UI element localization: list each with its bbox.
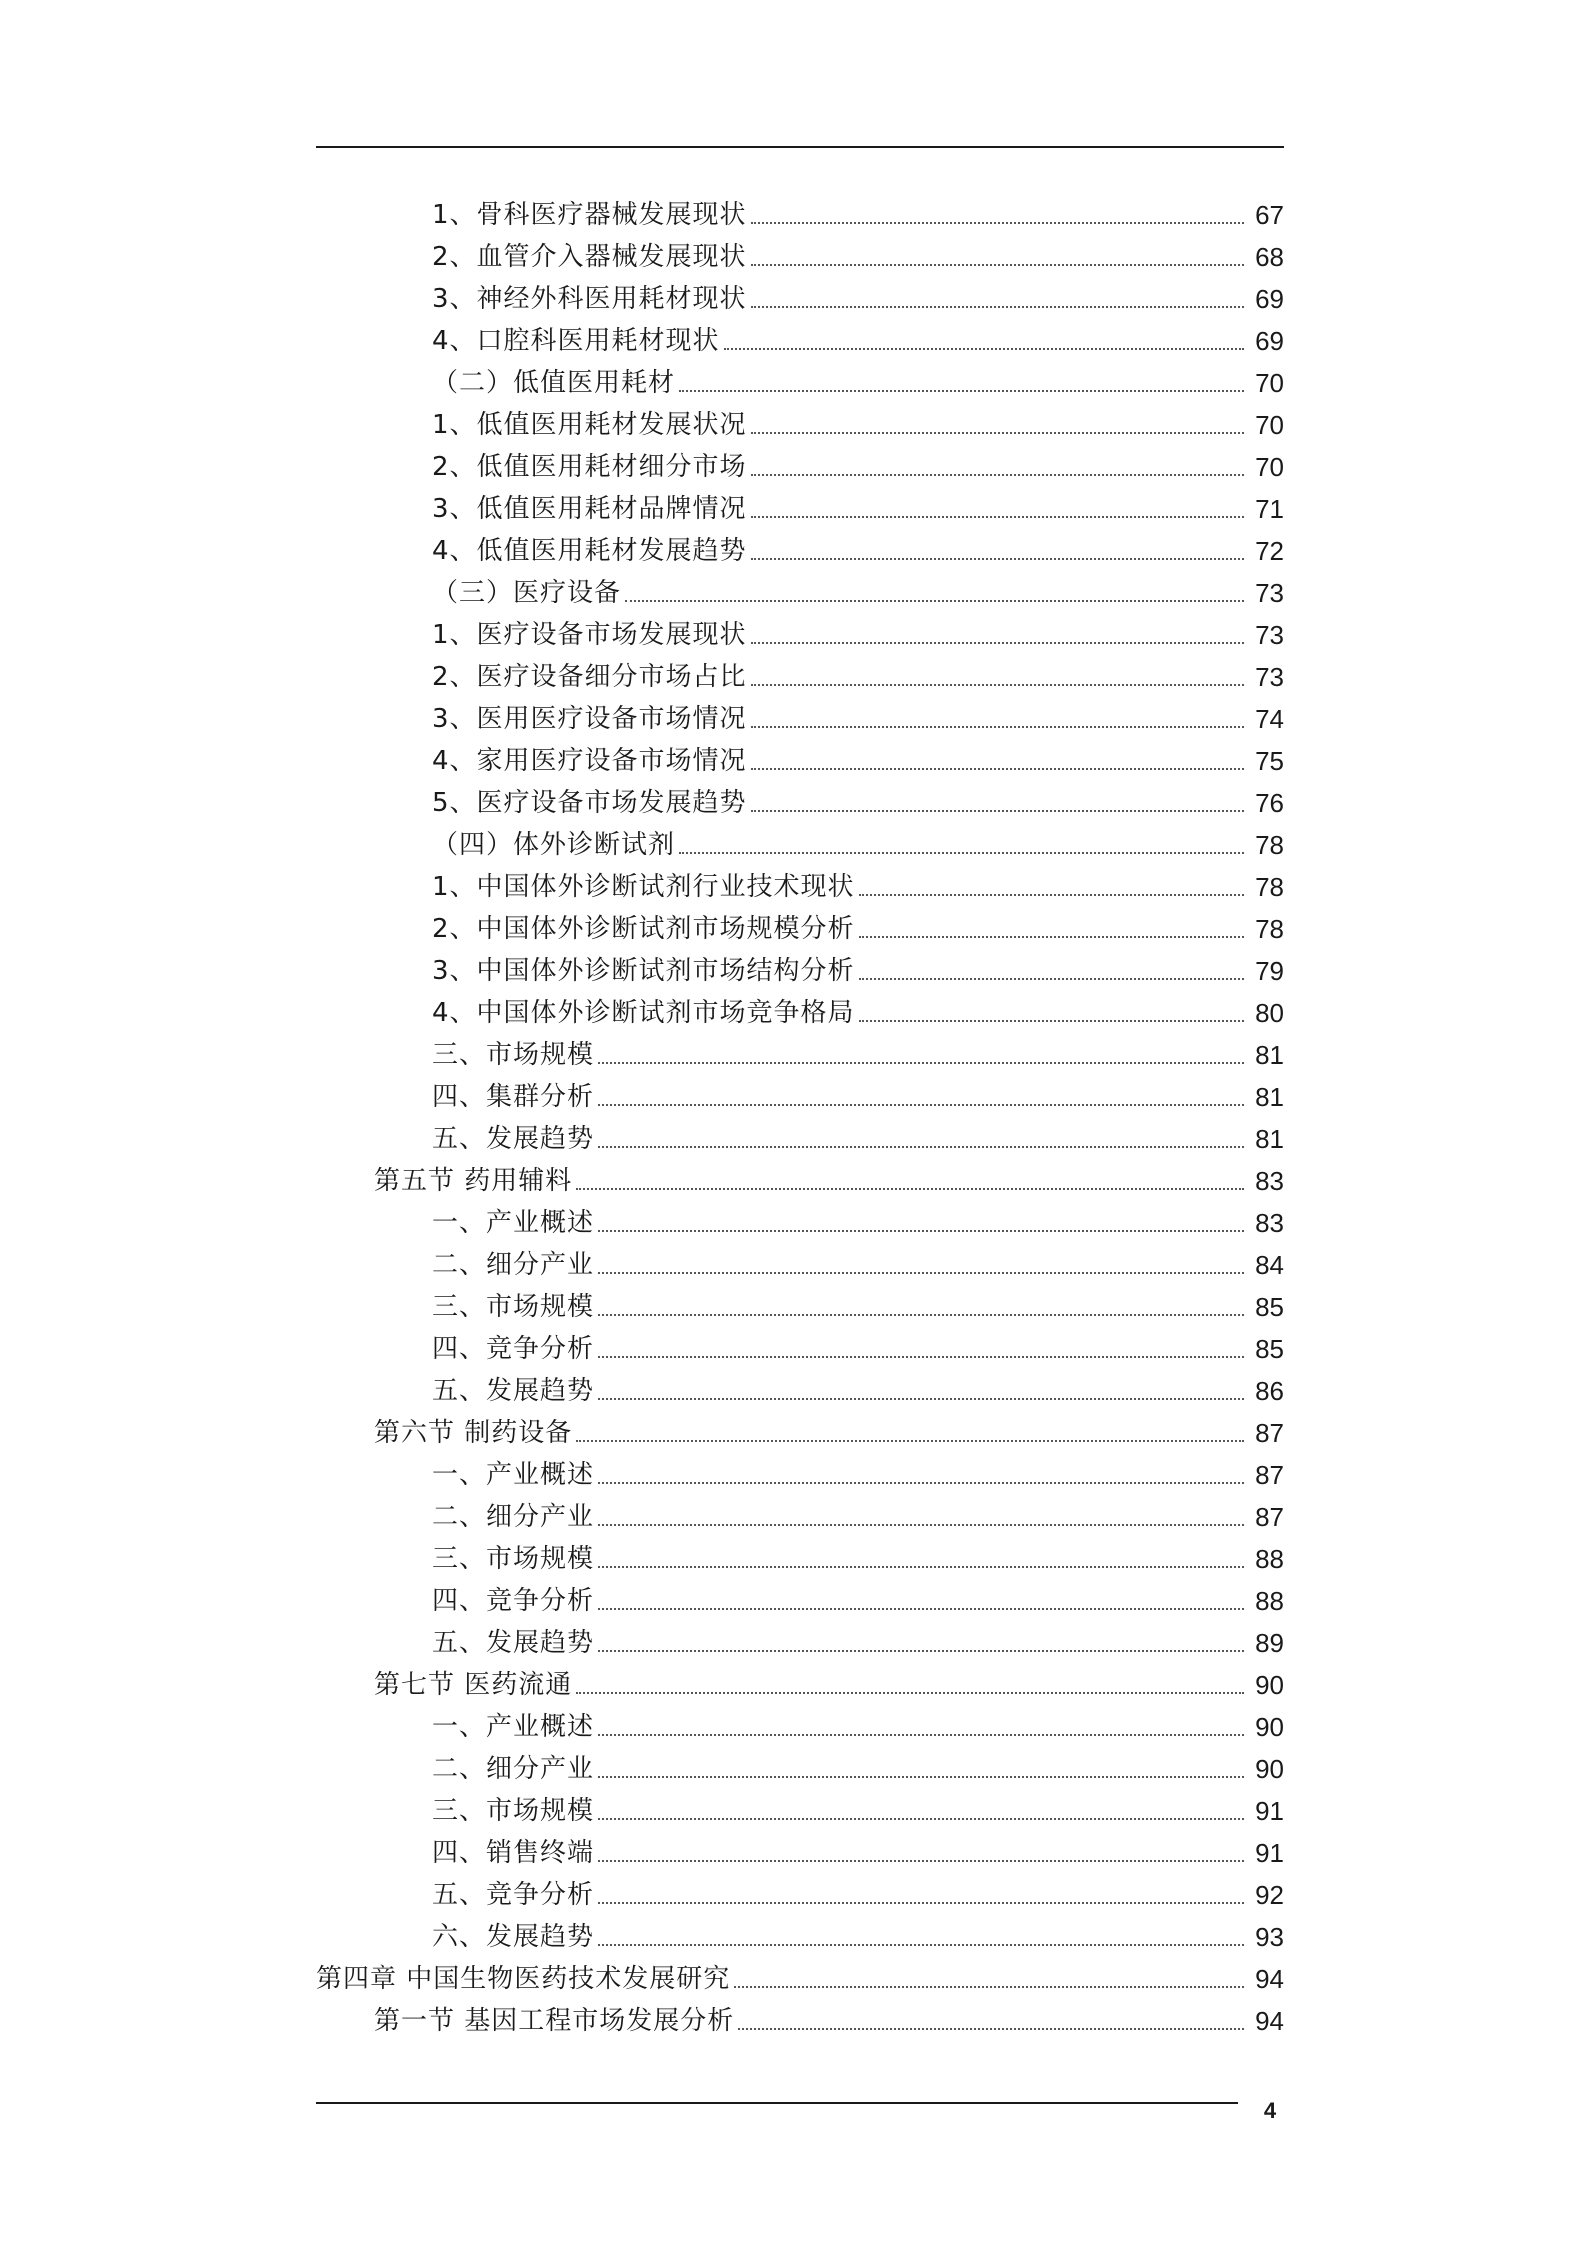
toc-dot-leader	[751, 684, 1244, 686]
toc-dot-leader	[751, 642, 1244, 644]
toc-dot-leader	[598, 1272, 1244, 1274]
toc-entry-page: 91	[1255, 1796, 1284, 1826]
toc-entry-page: 85	[1255, 1334, 1284, 1364]
toc-entry-page: 79	[1255, 956, 1284, 986]
toc-dot-leader	[751, 726, 1244, 728]
toc-entry-page: 78	[1255, 914, 1284, 944]
toc-dot-leader	[751, 768, 1244, 770]
toc-entry[interactable]	[316, 866, 1284, 908]
toc-dot-leader	[598, 1608, 1244, 1610]
toc-entry-label: 五、发展趋势	[432, 1628, 595, 1658]
toc-entry[interactable]	[316, 782, 1284, 824]
toc-entry[interactable]	[316, 656, 1284, 698]
toc-entry[interactable]	[316, 404, 1284, 446]
toc-dot-leader	[679, 390, 1244, 392]
toc-dot-leader	[724, 348, 1244, 350]
toc-entry-page: 87	[1255, 1460, 1284, 1490]
toc-entry-page: 73	[1255, 620, 1284, 650]
toc-entry[interactable]	[316, 1286, 1284, 1328]
toc-entry-label: 3、神经外科医用耗材现状	[432, 284, 747, 314]
toc-entry-page: 69	[1255, 326, 1284, 356]
toc-entry[interactable]	[316, 1370, 1284, 1412]
toc-entry-page: 81	[1255, 1124, 1284, 1154]
toc-entry-label: 四、竞争分析	[432, 1586, 595, 1616]
toc-dot-leader	[859, 936, 1244, 938]
toc-dot-leader	[598, 1146, 1244, 1148]
toc-entry-label: 第六节 制药设备	[374, 1418, 573, 1448]
toc-entry-page: 69	[1255, 284, 1284, 314]
toc-entry[interactable]	[316, 1916, 1284, 1958]
toc-entry-page: 90	[1255, 1712, 1284, 1742]
toc-entry-page: 91	[1255, 1838, 1284, 1868]
table-of-contents	[316, 194, 1284, 2042]
toc-entry-label: 二、细分产业	[432, 1502, 595, 1532]
toc-entry[interactable]	[316, 908, 1284, 950]
toc-entry[interactable]	[316, 1622, 1284, 1664]
toc-entry-page: 87	[1255, 1418, 1284, 1448]
toc-entry-page: 67	[1255, 200, 1284, 230]
toc-dot-leader	[679, 852, 1244, 854]
toc-entry-label: 四、集群分析	[432, 1082, 595, 1112]
toc-entry-page: 70	[1255, 368, 1284, 398]
toc-entry-page: 73	[1255, 662, 1284, 692]
toc-entry[interactable]	[316, 1706, 1284, 1748]
toc-entry-label: 三、市场规模	[432, 1292, 595, 1322]
toc-entry-page: 94	[1255, 1964, 1284, 1994]
toc-entry-page: 75	[1255, 746, 1284, 776]
toc-dot-leader	[751, 264, 1244, 266]
header-rule	[316, 146, 1284, 148]
toc-entry[interactable]	[316, 278, 1284, 320]
toc-entry-page: 83	[1255, 1166, 1284, 1196]
page-number: 4	[1263, 2098, 1277, 2123]
toc-entry-label: （四）体外诊断试剂	[432, 830, 676, 860]
toc-dot-leader	[859, 978, 1244, 980]
toc-entry-label: 四、销售终端	[432, 1838, 595, 1868]
toc-entry-label: 4、中国体外诊断试剂市场竞争格局	[432, 998, 855, 1028]
toc-entry-label: 五、发展趋势	[432, 1376, 595, 1406]
toc-entry-page: 85	[1255, 1292, 1284, 1322]
toc-entry[interactable]	[316, 1160, 1284, 1202]
toc-entry[interactable]	[316, 320, 1284, 362]
toc-entry[interactable]	[316, 194, 1284, 236]
toc-dot-leader	[598, 1104, 1244, 1106]
toc-entry-label: 1、中国体外诊断试剂行业技术现状	[432, 872, 855, 902]
toc-dot-leader	[598, 1860, 1244, 1862]
toc-entry-label: （二）低值医用耗材	[432, 368, 676, 398]
toc-dot-leader	[598, 1566, 1244, 1568]
toc-dot-leader	[859, 1020, 1244, 1022]
toc-dot-leader	[751, 474, 1244, 476]
toc-entry[interactable]	[316, 698, 1284, 740]
toc-entry[interactable]	[316, 950, 1284, 992]
toc-entry[interactable]	[316, 1412, 1284, 1454]
toc-entry[interactable]	[316, 1454, 1284, 1496]
toc-entry-page: 70	[1255, 410, 1284, 440]
toc-dot-leader	[598, 1818, 1244, 1820]
toc-entry-label: 第五节 药用辅料	[374, 1166, 573, 1196]
toc-entry-page: 71	[1255, 494, 1284, 524]
toc-entry-label: 3、中国体外诊断试剂市场结构分析	[432, 956, 855, 986]
toc-entry[interactable]	[316, 1958, 1284, 2000]
toc-entry-label: 4、口腔科医用耗材现状	[432, 326, 720, 356]
toc-entry-page: 88	[1255, 1544, 1284, 1574]
toc-entry-page: 83	[1255, 1208, 1284, 1238]
toc-entry[interactable]	[316, 1244, 1284, 1286]
toc-entry[interactable]	[316, 1496, 1284, 1538]
toc-entry[interactable]	[316, 1076, 1284, 1118]
toc-entry-label: 一、产业概述	[432, 1712, 595, 1742]
toc-entry-label: 1、低值医用耗材发展状况	[432, 410, 747, 440]
toc-entry-label: 二、细分产业	[432, 1250, 595, 1280]
toc-entry-label: 2、中国体外诊断试剂市场规模分析	[432, 914, 855, 944]
toc-dot-leader	[859, 894, 1244, 896]
toc-entry[interactable]	[316, 2000, 1284, 2042]
toc-entry-page: 74	[1255, 704, 1284, 734]
toc-entry-label: 一、产业概述	[432, 1208, 595, 1238]
toc-entry-page: 80	[1255, 998, 1284, 1028]
toc-entry[interactable]	[316, 1664, 1284, 1706]
toc-dot-leader	[576, 1440, 1244, 1442]
toc-entry-label: 一、产业概述	[432, 1460, 595, 1490]
toc-entry-label: 2、医疗设备细分市场占比	[432, 662, 747, 692]
toc-dot-leader	[751, 516, 1244, 518]
toc-dot-leader	[751, 810, 1244, 812]
toc-entry[interactable]	[316, 1874, 1284, 1916]
toc-entry-label: 1、骨科医疗器械发展现状	[432, 200, 747, 230]
toc-dot-leader	[738, 2028, 1244, 2030]
toc-entry-page: 84	[1255, 1250, 1284, 1280]
toc-entry[interactable]	[316, 488, 1284, 530]
toc-entry[interactable]	[316, 572, 1284, 614]
toc-entry[interactable]	[316, 1790, 1284, 1832]
toc-dot-leader	[751, 222, 1244, 224]
toc-entry-page: 68	[1255, 242, 1284, 272]
toc-entry[interactable]	[316, 236, 1284, 278]
toc-dot-leader	[576, 1188, 1244, 1190]
toc-entry-label: 三、市场规模	[432, 1796, 595, 1826]
toc-entry-page: 72	[1255, 536, 1284, 566]
toc-dot-leader	[625, 600, 1244, 602]
toc-entry-label: 五、发展趋势	[432, 1124, 595, 1154]
toc-entry-label: 第四章 中国生物医药技术发展研究	[316, 1964, 731, 1994]
toc-entry-label: 2、血管介入器械发展现状	[432, 242, 747, 272]
toc-entry-label: 5、医疗设备市场发展趋势	[432, 788, 747, 818]
toc-dot-leader	[751, 306, 1244, 308]
toc-entry-page: 73	[1255, 578, 1284, 608]
toc-dot-leader	[598, 1356, 1244, 1358]
toc-entry-page: 78	[1255, 872, 1284, 902]
toc-entry[interactable]	[316, 614, 1284, 656]
toc-entry-label: 四、竞争分析	[432, 1334, 595, 1364]
toc-entry-page: 87	[1255, 1502, 1284, 1532]
toc-entry-page: 78	[1255, 830, 1284, 860]
toc-entry[interactable]	[316, 530, 1284, 572]
toc-dot-leader	[734, 1986, 1244, 1988]
toc-entry-label: 2、低值医用耗材细分市场	[432, 452, 747, 482]
toc-entry-label: 三、市场规模	[432, 1544, 595, 1574]
toc-entry-page: 94	[1255, 2006, 1284, 2036]
toc-dot-leader	[598, 1482, 1244, 1484]
toc-entry-label: 第一节 基因工程市场发展分析	[374, 2006, 735, 2036]
toc-entry[interactable]	[316, 1580, 1284, 1622]
toc-entry-page: 70	[1255, 452, 1284, 482]
toc-entry-page: 93	[1255, 1922, 1284, 1952]
toc-dot-leader	[598, 1944, 1244, 1946]
toc-entry[interactable]	[316, 1538, 1284, 1580]
toc-dot-leader	[576, 1692, 1244, 1694]
toc-entry[interactable]	[316, 992, 1284, 1034]
toc-dot-leader	[598, 1398, 1244, 1400]
toc-entry[interactable]	[316, 362, 1284, 404]
toc-entry[interactable]	[316, 1034, 1284, 1076]
toc-dot-leader	[598, 1902, 1244, 1904]
toc-dot-leader	[598, 1230, 1244, 1232]
toc-entry-label: 三、市场规模	[432, 1040, 595, 1070]
toc-entry-page: 89	[1255, 1628, 1284, 1658]
toc-dot-leader	[598, 1314, 1244, 1316]
toc-entry-page: 90	[1255, 1754, 1284, 1784]
toc-dot-leader	[751, 558, 1244, 560]
toc-dot-leader	[598, 1062, 1244, 1064]
toc-entry-page: 92	[1255, 1880, 1284, 1910]
toc-entry-label: （三）医疗设备	[432, 578, 622, 608]
toc-entry-label: 3、低值医用耗材品牌情况	[432, 494, 747, 524]
toc-dot-leader	[598, 1524, 1244, 1526]
toc-entry-label: 4、家用医疗设备市场情况	[432, 746, 747, 776]
toc-entry-page: 88	[1255, 1586, 1284, 1616]
toc-entry-label: 第七节 医药流通	[374, 1670, 573, 1700]
toc-entry-label: 3、医用医疗设备市场情况	[432, 704, 747, 734]
toc-dot-leader	[598, 1650, 1244, 1652]
toc-entry[interactable]	[316, 1202, 1284, 1244]
toc-entry[interactable]	[316, 1118, 1284, 1160]
toc-entry[interactable]	[316, 824, 1284, 866]
toc-dot-leader	[751, 432, 1244, 434]
toc-dot-leader	[598, 1734, 1244, 1736]
toc-entry[interactable]	[316, 1328, 1284, 1370]
toc-dot-leader	[598, 1776, 1244, 1778]
toc-entry[interactable]	[316, 446, 1284, 488]
toc-entry[interactable]	[316, 740, 1284, 782]
toc-entry-page: 76	[1255, 788, 1284, 818]
toc-entry-label: 二、细分产业	[432, 1754, 595, 1784]
toc-entry-page: 81	[1255, 1040, 1284, 1070]
toc-entry-label: 1、医疗设备市场发展现状	[432, 620, 747, 650]
toc-entry-label: 4、低值医用耗材发展趋势	[432, 536, 747, 566]
toc-entry[interactable]	[316, 1748, 1284, 1790]
toc-entry-page: 90	[1255, 1670, 1284, 1700]
toc-entry-page: 81	[1255, 1082, 1284, 1112]
footer-rule	[316, 2102, 1238, 2104]
toc-entry[interactable]	[316, 1832, 1284, 1874]
toc-entry-label: 五、竞争分析	[432, 1880, 595, 1910]
toc-entry-label: 六、发展趋势	[432, 1922, 595, 1952]
toc-entry-page: 86	[1255, 1376, 1284, 1406]
